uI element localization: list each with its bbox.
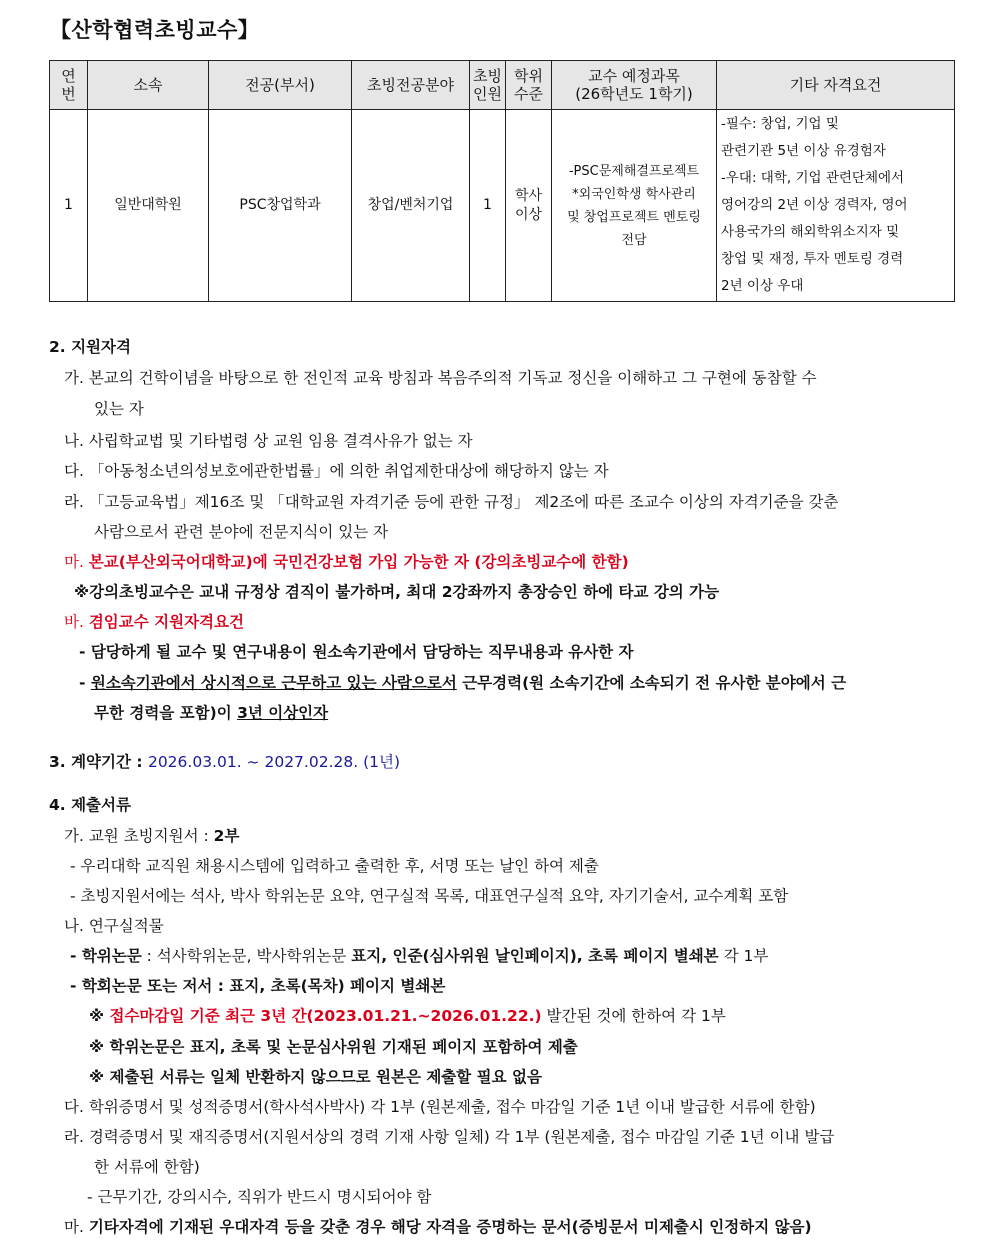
- section-heading-documents: 4. 제출서류: [49, 796, 131, 814]
- header-cell: 초빙 인원: [470, 61, 506, 110]
- eligibility-item-ga-cont: 있는 자: [94, 400, 144, 418]
- lecture-professor-note: ※강의초빙교수은 교내 규정상 겸직이 불가하며, 최대 2강좌까지 총장승인 하에 타교 강의 가능: [74, 583, 720, 601]
- eligibility-item-ga: 가. 본교의 건학이념을 바탕으로 한 전인적 교육 방침과 복음주의적 기독교 정신을 이해하고 그 구현에 동참할 수: [64, 369, 817, 387]
- documents-item-ga: [64, 826, 239, 846]
- eligibility-item-ba: [64, 612, 244, 632]
- eligibility-item-ra: 라. 「고등교육법」제16조 및 「대학교원 자격기준 등에 관한 규정」 제2조에 따른 조교수 이상의 자격기준을 갖춘: [64, 493, 839, 511]
- adjunct-requirement-2: [79, 673, 846, 693]
- adjunct-requirements-title: 겸임교수 지원자격요건: [88, 613, 244, 631]
- affiliation-cell: 일반대학원: [88, 110, 209, 302]
- item-prefix: 마.: [64, 1218, 89, 1236]
- documents-item-ga-2: - 초빙지원서에는 석사, 박사 학위논문 요약, 연구실적 목록, 대표연구실적 요약, 자기기술서, 교수계획 포함: [70, 887, 789, 905]
- header-cell: 기타 자격요건: [717, 61, 955, 110]
- text: : 석사학위논문, 박사학위논문: [141, 947, 352, 965]
- contract-period-label: 3. 계약기간 :: [49, 753, 148, 771]
- text: 기타자격에 기재된 우대자격 등을 갖춘 경우 해당 자격을 증명하는 문서(증빙문서 미제출시 인정하지 않음): [88, 1218, 812, 1236]
- header-cell: 교수 예정과목 (26학년도 1학기): [552, 61, 717, 110]
- health-insurance-requirement: 본교(부산외국어대학교)에 국민건강보험 가입 가능한 자 (강의초빙교수에 한함): [88, 553, 629, 571]
- table-row: [50, 110, 955, 302]
- text: 가. 교원 초빙지원서 :: [64, 827, 214, 845]
- adjunct-requirement-2-cont: [94, 703, 328, 723]
- underlined-text: 3년 이상인자: [237, 704, 329, 722]
- eligibility-item-ra-cont: 사람으로서 관련 분야에 전문지식이 있는 자: [94, 523, 389, 541]
- major-cell: PSC창업학과: [209, 110, 352, 302]
- note-mark: ※: [89, 1007, 110, 1025]
- documents-item-na-2: - 학회논문 또는 저서 : 표지, 초록(목차) 페이지 별쇄본: [70, 977, 446, 995]
- requirements-cell: -필수: 창업, 기업 및 관련기관 5년 이상 유경험자 -우대: 대학, 기업 관련단체에서 영어강의 2년 이상 경력자, 영어 사용국가의 해외학위소지자 및 창업 및 재정, 투자 멘토링 경력 2년 이상 우대: [717, 110, 955, 302]
- documents-item-ga-1: - 우리대학 교직원 채용시스템에 입력하고 출력한 후, 서명 또는 날인 하여 제출: [70, 857, 599, 875]
- degree-cell: 학사 이상: [506, 110, 552, 302]
- text: 각 1부: [718, 947, 769, 965]
- text: 표지, 인준(심사위원 날인페이지), 초록 페이지 별쇄본: [351, 947, 719, 965]
- text: 무한 경력을 포함)이: [94, 704, 238, 722]
- deadline-period: 접수마감일 기준 최근 3년 간(2023.01.21.~2026.01.22.): [109, 1007, 542, 1025]
- header-cell: 초빙전공분야: [352, 61, 470, 110]
- text: 발간된 것에 한하여 각 1부: [541, 1007, 726, 1025]
- dash: -: [79, 674, 91, 692]
- subjects-cell: -PSC문제해결프로젝트 *외국인학생 학사관리 및 창업프로젝트 멘토링 전담: [552, 110, 717, 302]
- contract-period-value: 2026.03.01. ~ 2027.02.28. (1년): [147, 753, 400, 771]
- documents-item-ra-note: - 근무기간, 강의시수, 직위가 반드시 명시되어야 함: [87, 1188, 432, 1206]
- header-cell: 전공(부서): [209, 61, 352, 110]
- documents-item-na: 나. 연구실적물: [64, 917, 164, 935]
- text: - 학위논문: [70, 947, 142, 965]
- position-table: [49, 60, 955, 302]
- documents-item-ra: 라. 경력증명서 및 재직증명서(지원서상의 경력 기재 사항 일체) 각 1부 (원본제출, 접수 마감일 기준 1년 이내 발급: [64, 1128, 835, 1146]
- count-cell: 1: [470, 110, 506, 302]
- eligibility-item-da: 다. 「아동청소년의성보호에관한법률」에 의한 취업제한대상에 해당하지 않는 자: [64, 462, 609, 480]
- copy-count: 2부: [213, 827, 240, 845]
- eligibility-item-na: 나. 사립학교법 및 기타법령 상 교원 임용 결격사유가 없는 자: [64, 432, 473, 450]
- section-heading-eligibility: 2. 지원자격: [49, 338, 131, 356]
- contract-period: [49, 752, 400, 772]
- documents-item-da: 다. 학위증명서 및 성적증명서(학사석사박사) 각 1부 (원본제출, 접수 마감일 기준 1년 이내 발급한 서류에 한함): [64, 1098, 816, 1116]
- page-title: 【산학협력초빙교수】: [50, 18, 260, 42]
- item-prefix: 마.: [64, 553, 89, 571]
- table-header-row: [50, 61, 955, 110]
- underlined-text: 원소속기관에서 상시적으로 근무하고 있는 사람으로서: [90, 674, 457, 692]
- field-cell: 창업/벤처기업: [352, 110, 470, 302]
- header-cell: 학위 수준: [506, 61, 552, 110]
- documents-item-na-1: [70, 946, 768, 966]
- header-cell: 연 번: [50, 61, 88, 110]
- documents-note-2: ※ 학위논문은 표지, 초록 및 논문심사위원 기재된 페이지 포함하여 제출: [89, 1038, 578, 1056]
- text: 근무경력(원 소속기간에 소속되기 전 유사한 분야에서 근: [456, 674, 847, 692]
- documents-item-ra-cont: 한 서류에 한함): [94, 1158, 200, 1176]
- row-number: 1: [50, 110, 88, 302]
- eligibility-item-ma: [64, 552, 629, 572]
- item-prefix: 바.: [64, 613, 89, 631]
- documents-note-1: [89, 1006, 726, 1026]
- documents-item-ma: [64, 1217, 812, 1237]
- documents-note-3: ※ 제출된 서류는 일체 반환하지 않으므로 원본은 제출할 필요 없음: [89, 1068, 542, 1086]
- header-cell: 소속: [88, 61, 209, 110]
- adjunct-requirement-1: - 담당하게 될 교수 및 연구내용이 원소속기관에서 담당하는 직무내용과 유사한 자: [79, 643, 634, 661]
